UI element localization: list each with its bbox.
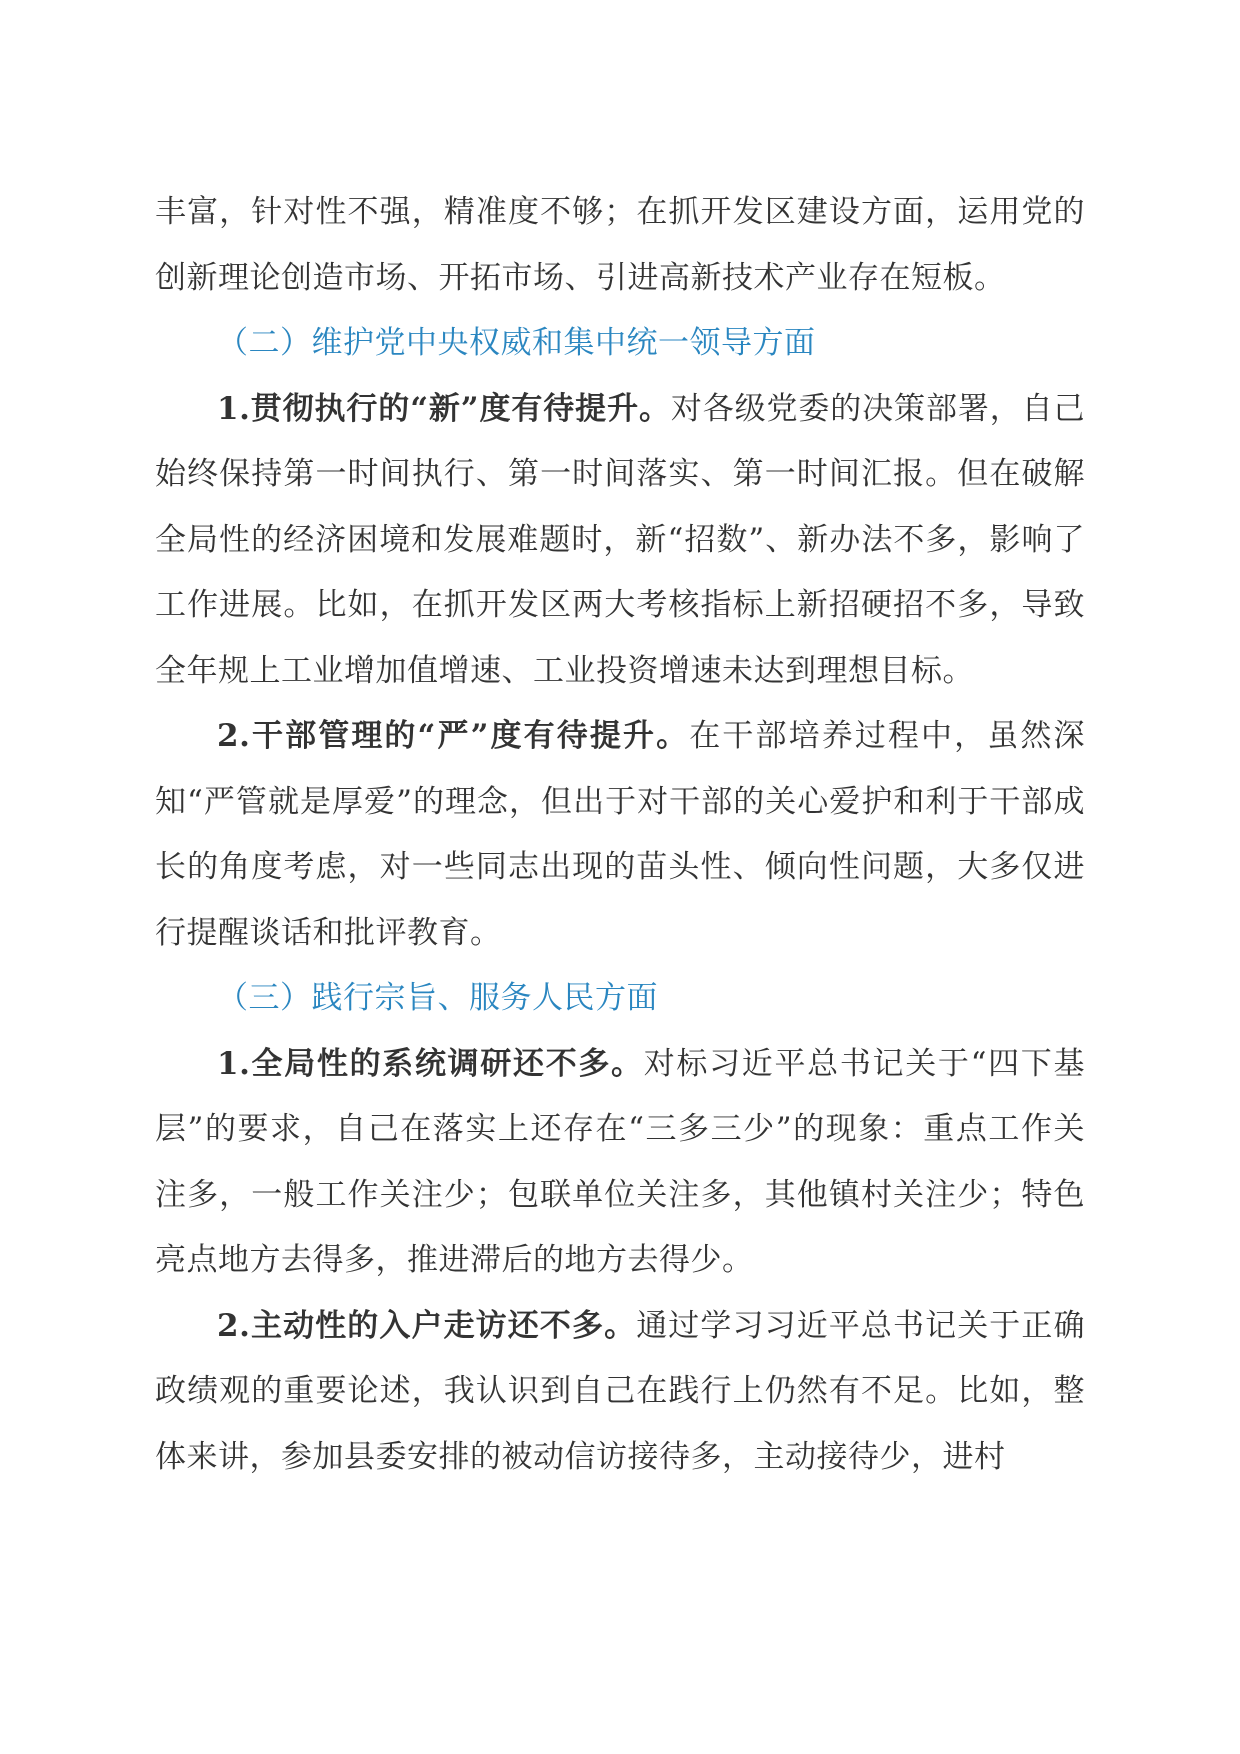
paragraph-text: 丰富，针对性不强，精准度不够；在抓开发区建设方面，运用党的创新理论创造市场、开拓市场、引进高新技术产业存在短板。 — [155, 194, 1085, 296]
paragraph-item — [155, 1294, 1085, 1491]
paragraph-lead: 1.贯彻执行的“新”度有待提升。 — [217, 390, 671, 427]
paragraph-text: 对标习近平总书记关于“四下基层”的要求，自己在落实上还存在“三多三少”的现象：重点工作关注多，一般工作关注少；包联单位关注多，其他镇村关注少；特色亮点地方去得多，推进滞后的地方去得少。 — [155, 1045, 1085, 1278]
paragraph-continuation — [155, 180, 1085, 311]
paragraph-item — [155, 377, 1085, 705]
document-body — [155, 180, 1085, 1490]
section-heading-3 — [155, 966, 1085, 1032]
paragraph-item — [155, 704, 1085, 966]
section-heading-text: （二）维护党中央权威和集中统一领导方面 — [217, 325, 816, 361]
paragraph-item — [155, 1032, 1085, 1294]
paragraph-text: 对各级党委的决策部署，自己始终保持第一时间执行、第一时间落实、第一时间汇报。但在破解全局性的经济困境和发展难题时，新“招数”、新办法不多，影响了工作进展。比如，在抓开发区两大考核指标上新招硬招不多，导致全年规上工业增加值增速、工业投资增速未达到理想目标。 — [155, 390, 1085, 689]
paragraph-text: 通过学习习近平总书记关于正确政绩观的重要论述，我认识到自己在践行上仍然有不足。比如，整体来讲，参加县委安排的被动信访接待多，主动接待少，进村 — [155, 1307, 1085, 1475]
section-heading-2 — [155, 311, 1085, 377]
paragraph-lead: 1.全局性的系统调研还不多。 — [217, 1045, 644, 1082]
paragraph-lead: 2.主动性的入户走访还不多。 — [217, 1307, 637, 1344]
paragraph-lead: 2.干部管理的“严”度有待提升。 — [217, 718, 690, 754]
paragraph-text: 在干部培养过程中，虽然深知“严管就是厚爱”的理念，但出于对干部的关心爱护和利于干部成长的角度考虑，对一些同志出现的苗头性、倾向性问题，大多仅进行提醒谈话和批评教育。 — [155, 718, 1086, 951]
section-heading-text: （三）践行宗旨、服务人民方面 — [217, 980, 658, 1016]
